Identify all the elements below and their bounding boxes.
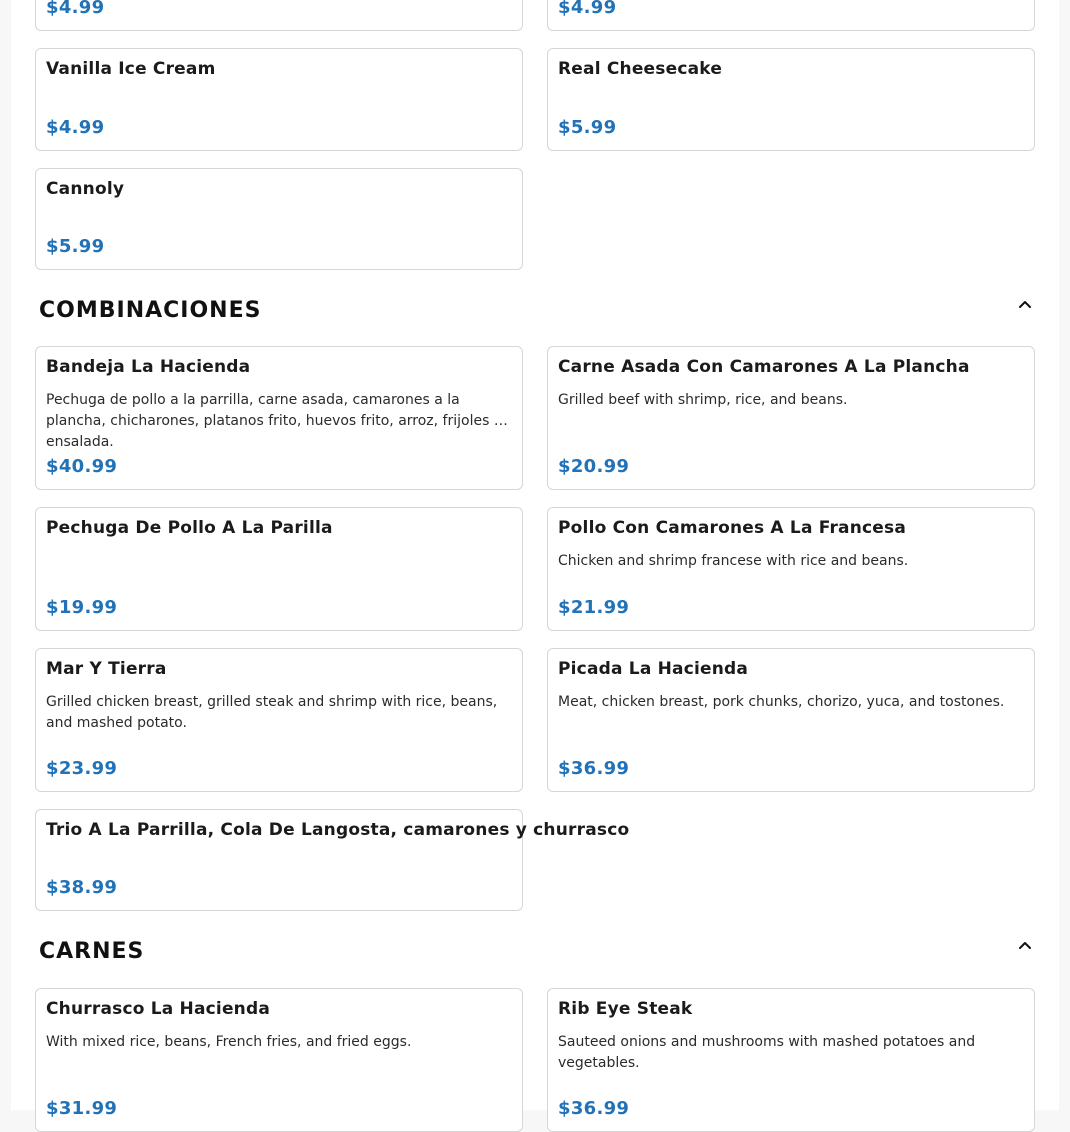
item-description: With mixed rice, beans, French fries, and fried eggs. (46, 1034, 412, 1050)
menu-item-card[interactable] (35, 168, 523, 270)
item-description: Chicken and shrimp francese with rice and beans. (558, 553, 909, 569)
item-description: Meat, chicken breast, pork chunks, chorizo, yuca, and tostones. (558, 694, 1005, 710)
item-name: Mar Y Tierra (46, 659, 167, 679)
menu-item-card[interactable] (35, 48, 523, 151)
item-price: $20.99 (558, 456, 630, 477)
menu-page (11, 0, 1059, 1119)
chevron-up-icon (1018, 296, 1032, 315)
item-price: $40.99 (46, 456, 118, 477)
chevron-up-icon (1018, 937, 1032, 956)
item-price: $5.99 (558, 117, 617, 138)
menu-item-card[interactable] (547, 48, 1035, 151)
item-name: Rib Eye Steak (558, 999, 693, 1019)
item-price: $38.99 (46, 877, 118, 898)
section-title-carnes: CARNES (39, 939, 145, 964)
menu-item-card[interactable] (547, 988, 1035, 1132)
menu-item-card[interactable] (35, 507, 523, 631)
item-price: $4.99 (46, 0, 105, 18)
menu-item-card[interactable] (547, 0, 1035, 31)
item-description: Grilled chicken breast, grilled steak and shrimp with rice, beans, and mashed potato. (46, 694, 498, 731)
item-name: Real Cheesecake (558, 59, 723, 79)
section-title-combinaciones: COMBINACIONES (39, 298, 262, 323)
menu-item-card[interactable] (547, 507, 1035, 631)
item-name: Churrasco La Hacienda (46, 999, 271, 1019)
item-name: Vanilla Ice Cream (46, 59, 216, 79)
item-price: $31.99 (46, 1098, 118, 1119)
item-description: Pechuga de pollo a la parrilla, carne asada, camarones a la plancha, chicharones, platanos frito, huevos frito, arroz, frijoles y ensalada. (46, 392, 503, 450)
item-name: Pechuga De Pollo A La Parilla (46, 518, 333, 538)
menu-item-card[interactable] (35, 648, 523, 792)
menu-item-card[interactable] (35, 809, 630, 911)
section-collapse-button[interactable] (1014, 294, 1036, 316)
item-price: $23.99 (46, 758, 118, 779)
menu-item-card[interactable] (547, 648, 1035, 792)
item-name: Picada La Hacienda (558, 659, 749, 679)
item-price: $36.99 (558, 758, 630, 779)
item-price: $4.99 (46, 117, 105, 138)
item-description: Grilled beef with shrimp, rice, and beans. (558, 392, 848, 408)
item-name: Cannoly (46, 179, 125, 199)
section-collapse-button[interactable] (1014, 935, 1036, 957)
item-name: Bandeja La Hacienda (46, 357, 251, 377)
item-name: Carne Asada Con Camarones A La Plancha (558, 357, 970, 377)
item-price: $21.99 (558, 597, 630, 618)
menu-item-card[interactable] (547, 346, 1035, 490)
menu-item-card[interactable] (35, 346, 523, 490)
item-name: Pollo Con Camarones A La Francesa (558, 518, 907, 538)
item-description: Sauteed onions and mushrooms with mashed potatoes and vegetables. (558, 1034, 976, 1071)
menu-item-card[interactable] (35, 988, 523, 1132)
menu-item-card[interactable] (35, 0, 523, 31)
item-price: $5.99 (46, 236, 105, 257)
item-price: $4.99 (558, 0, 617, 18)
item-price: $19.99 (46, 597, 118, 618)
item-price: $36.99 (558, 1098, 630, 1119)
item-name: Trio A La Parrilla, Cola De Langosta, camarones y churrasco (46, 820, 630, 840)
